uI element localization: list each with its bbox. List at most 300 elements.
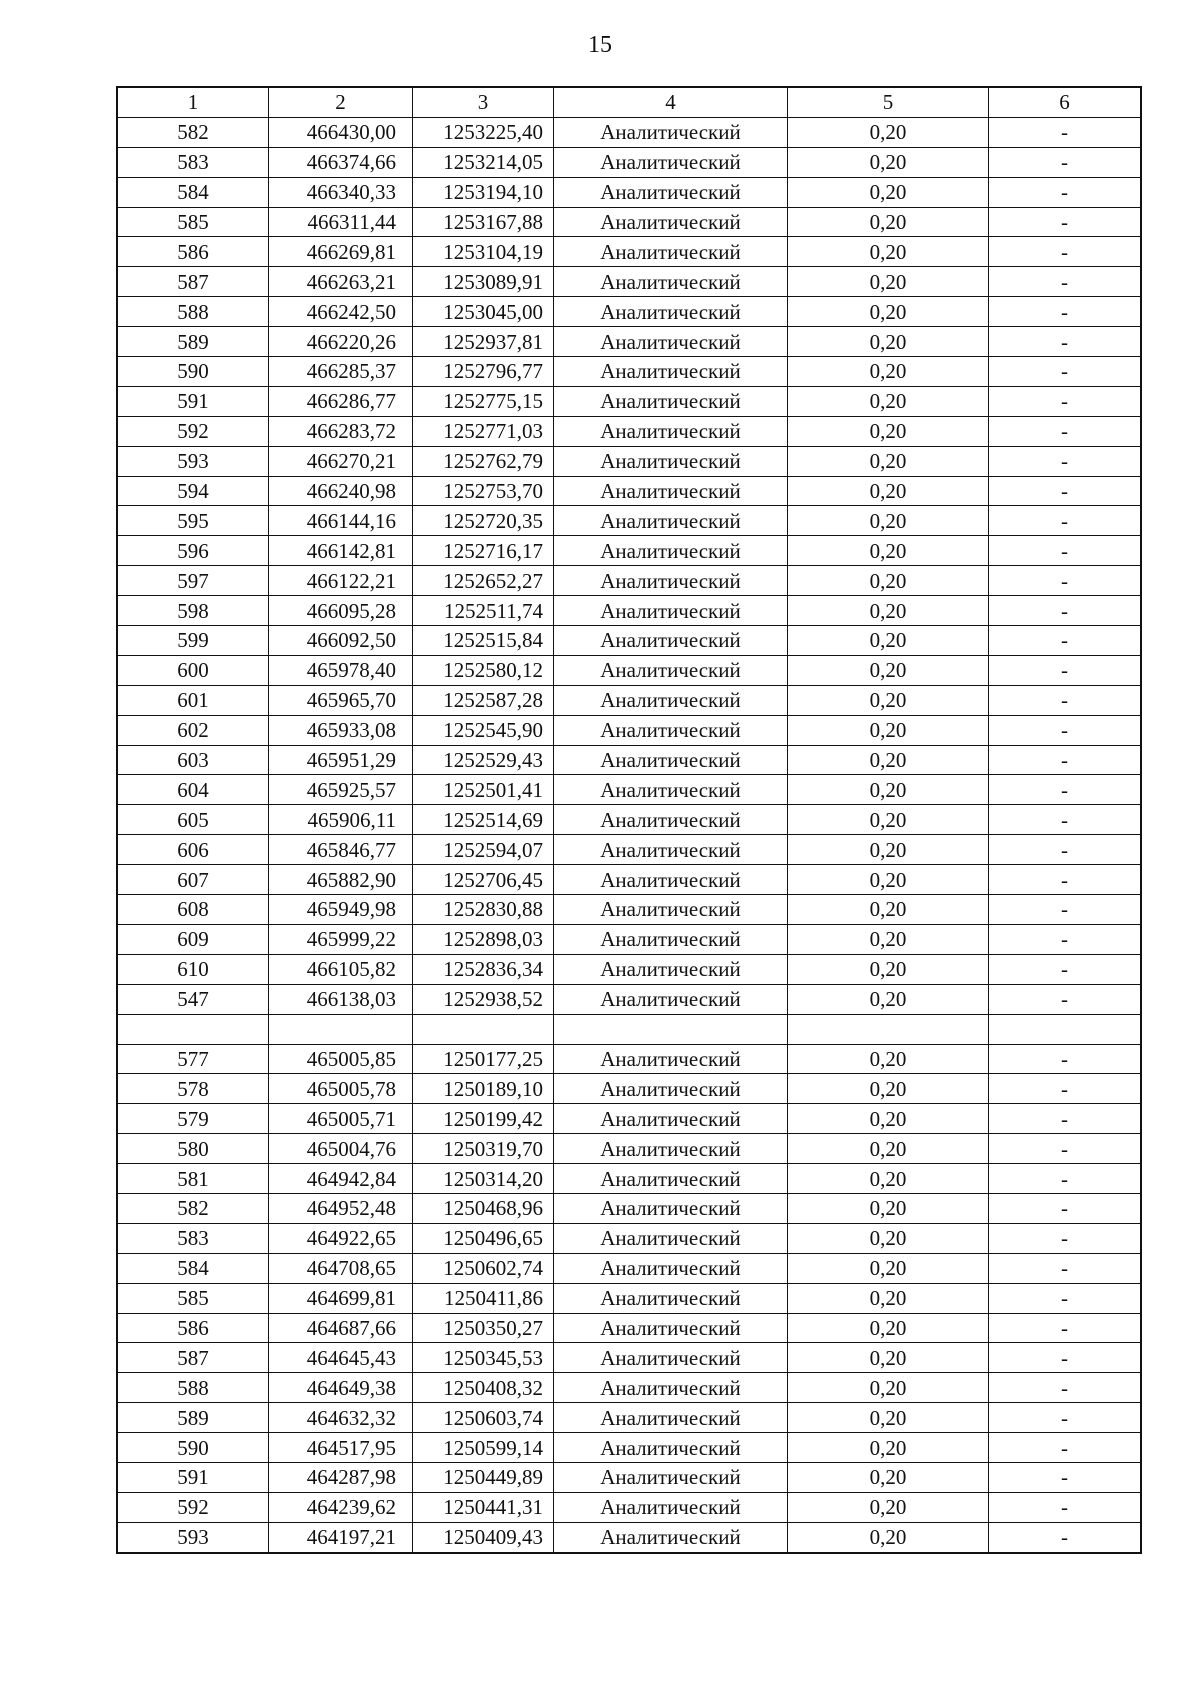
table-row — [117, 1462, 1141, 1492]
y-coordinate-cell: 1250599,14 — [413, 1433, 554, 1463]
table-row — [117, 237, 1141, 267]
x-coordinate-cell: 464922,65 — [269, 1223, 413, 1253]
accuracy-cell: 0,20 — [788, 954, 989, 984]
y-coordinate-cell: 1250449,89 — [413, 1462, 554, 1492]
point-number-cell: 588 — [117, 297, 269, 327]
note-cell: - — [989, 566, 1142, 596]
note-cell: - — [989, 207, 1142, 237]
table-body — [117, 117, 1141, 1552]
table-row — [117, 147, 1141, 177]
x-coordinate-cell: 466122,21 — [269, 566, 413, 596]
y-coordinate-cell: 1253167,88 — [413, 207, 554, 237]
point-number-cell: 594 — [117, 476, 269, 506]
y-coordinate-cell: 1250411,86 — [413, 1283, 554, 1313]
y-coordinate-cell: 1252898,03 — [413, 924, 554, 954]
accuracy-cell: 0,20 — [788, 357, 989, 387]
accuracy-cell: 0,20 — [788, 924, 989, 954]
note-cell: - — [989, 297, 1142, 327]
column-header-4: 4 — [554, 87, 788, 117]
accuracy-cell: 0,20 — [788, 1283, 989, 1313]
method-cell: Аналитический — [554, 1373, 788, 1403]
method-cell: Аналитический — [554, 984, 788, 1014]
note-cell: - — [989, 954, 1142, 984]
x-coordinate-cell: 464239,62 — [269, 1492, 413, 1522]
method-cell — [554, 1014, 788, 1044]
accuracy-cell: 0,20 — [788, 715, 989, 745]
y-coordinate-cell: 1250603,74 — [413, 1403, 554, 1433]
note-cell: - — [989, 1462, 1142, 1492]
y-coordinate-cell: 1252771,03 — [413, 416, 554, 446]
table-row — [117, 446, 1141, 476]
note-cell: - — [989, 117, 1142, 147]
method-cell: Аналитический — [554, 1104, 788, 1134]
method-cell: Аналитический — [554, 1074, 788, 1104]
point-number-cell: 596 — [117, 536, 269, 566]
method-cell: Аналитический — [554, 1343, 788, 1373]
point-number-cell: 604 — [117, 775, 269, 805]
point-number-cell: 592 — [117, 416, 269, 446]
method-cell: Аналитический — [554, 924, 788, 954]
point-number-cell: 602 — [117, 715, 269, 745]
point-number-cell: 609 — [117, 924, 269, 954]
accuracy-cell: 0,20 — [788, 297, 989, 327]
x-coordinate-cell: 466220,26 — [269, 327, 413, 357]
table-row — [117, 984, 1141, 1014]
point-number-cell: 603 — [117, 745, 269, 775]
column-header-3: 3 — [413, 87, 554, 117]
accuracy-cell: 0,20 — [788, 775, 989, 805]
point-number-cell: 586 — [117, 237, 269, 267]
accuracy-cell: 0,20 — [788, 1074, 989, 1104]
table-row — [117, 1193, 1141, 1223]
y-coordinate-cell: 1252587,28 — [413, 685, 554, 715]
table-header-row — [117, 87, 1141, 117]
table-row — [117, 1074, 1141, 1104]
x-coordinate-cell: 465846,77 — [269, 835, 413, 865]
accuracy-cell: 0,20 — [788, 1313, 989, 1343]
point-number-cell: 606 — [117, 835, 269, 865]
accuracy-cell: 0,20 — [788, 536, 989, 566]
method-cell: Аналитический — [554, 1492, 788, 1522]
accuracy-cell: 0,20 — [788, 386, 989, 416]
method-cell: Аналитический — [554, 1193, 788, 1223]
y-coordinate-cell: 1252836,34 — [413, 954, 554, 984]
point-number-cell: 591 — [117, 386, 269, 416]
table-row — [117, 297, 1141, 327]
method-cell: Аналитический — [554, 147, 788, 177]
note-cell: - — [989, 685, 1142, 715]
x-coordinate-cell: 465949,98 — [269, 895, 413, 925]
table-row — [117, 895, 1141, 925]
note-cell: - — [989, 745, 1142, 775]
y-coordinate-cell: 1253089,91 — [413, 267, 554, 297]
point-number-cell: 578 — [117, 1074, 269, 1104]
page-number: 15 — [588, 32, 612, 58]
y-coordinate-cell: 1252514,69 — [413, 805, 554, 835]
method-cell: Аналитический — [554, 506, 788, 536]
table-row — [117, 267, 1141, 297]
point-number-cell: 593 — [117, 1522, 269, 1552]
table-row — [117, 1014, 1141, 1044]
accuracy-cell: 0,20 — [788, 207, 989, 237]
y-coordinate-cell: 1252545,90 — [413, 715, 554, 745]
x-coordinate-cell: 464687,66 — [269, 1313, 413, 1343]
note-cell: - — [989, 1164, 1142, 1194]
column-header-6: 6 — [989, 87, 1142, 117]
y-coordinate-cell: 1252938,52 — [413, 984, 554, 1014]
accuracy-cell: 0,20 — [788, 1164, 989, 1194]
table-row — [117, 416, 1141, 446]
method-cell: Аналитический — [554, 386, 788, 416]
y-coordinate-cell: 1252594,07 — [413, 835, 554, 865]
x-coordinate-cell: 466374,66 — [269, 147, 413, 177]
column-header-1: 1 — [117, 87, 269, 117]
method-cell: Аналитический — [554, 297, 788, 327]
accuracy-cell: 0,20 — [788, 1104, 989, 1134]
point-number-cell: 591 — [117, 1462, 269, 1492]
x-coordinate-cell: 464942,84 — [269, 1164, 413, 1194]
accuracy-cell: 0,20 — [788, 1492, 989, 1522]
x-coordinate-cell: 466263,21 — [269, 267, 413, 297]
x-coordinate-cell: 464517,95 — [269, 1433, 413, 1463]
method-cell: Аналитический — [554, 446, 788, 476]
point-number-cell: 582 — [117, 117, 269, 147]
method-cell: Аналитический — [554, 1253, 788, 1283]
method-cell: Аналитический — [554, 626, 788, 656]
x-coordinate-cell: 464632,32 — [269, 1403, 413, 1433]
note-cell: - — [989, 327, 1142, 357]
method-cell: Аналитический — [554, 327, 788, 357]
y-coordinate-cell: 1250177,25 — [413, 1044, 554, 1074]
table-row — [117, 954, 1141, 984]
point-number-cell: 587 — [117, 267, 269, 297]
table-row — [117, 566, 1141, 596]
table-row — [117, 536, 1141, 566]
y-coordinate-cell: 1252652,27 — [413, 566, 554, 596]
y-coordinate-cell: 1252511,74 — [413, 596, 554, 626]
y-coordinate-cell: 1252753,70 — [413, 476, 554, 506]
x-coordinate-cell: 464197,21 — [269, 1522, 413, 1552]
note-cell: - — [989, 924, 1142, 954]
accuracy-cell: 0,20 — [788, 416, 989, 446]
note-cell — [989, 1014, 1142, 1044]
accuracy-cell: 0,20 — [788, 476, 989, 506]
note-cell: - — [989, 1044, 1142, 1074]
y-coordinate-cell: 1252775,15 — [413, 386, 554, 416]
accuracy-cell — [788, 1014, 989, 1044]
method-cell: Аналитический — [554, 536, 788, 566]
table-row — [117, 386, 1141, 416]
note-cell: - — [989, 1074, 1142, 1104]
table-row — [117, 1044, 1141, 1074]
y-coordinate-cell: 1250441,31 — [413, 1492, 554, 1522]
x-coordinate-cell: 465951,29 — [269, 745, 413, 775]
table-row — [117, 924, 1141, 954]
y-coordinate-cell: 1250409,43 — [413, 1522, 554, 1552]
accuracy-cell: 0,20 — [788, 566, 989, 596]
x-coordinate-cell: 466092,50 — [269, 626, 413, 656]
y-coordinate-cell: 1252716,17 — [413, 536, 554, 566]
method-cell: Аналитический — [554, 1313, 788, 1343]
accuracy-cell: 0,20 — [788, 1373, 989, 1403]
point-number-cell: 579 — [117, 1104, 269, 1134]
table-row — [117, 1433, 1141, 1463]
y-coordinate-cell: 1252830,88 — [413, 895, 554, 925]
point-number-cell: 589 — [117, 1403, 269, 1433]
x-coordinate-cell: 465882,90 — [269, 865, 413, 895]
table-row — [117, 1343, 1141, 1373]
x-coordinate-cell: 464708,65 — [269, 1253, 413, 1283]
y-coordinate-cell — [413, 1014, 554, 1044]
point-number-cell: 607 — [117, 865, 269, 895]
point-number-cell: 584 — [117, 177, 269, 207]
method-cell: Аналитический — [554, 805, 788, 835]
y-coordinate-cell: 1252720,35 — [413, 506, 554, 536]
y-coordinate-cell: 1253225,40 — [413, 117, 554, 147]
y-coordinate-cell: 1252937,81 — [413, 327, 554, 357]
point-number-cell: 590 — [117, 357, 269, 387]
point-number-cell: 590 — [117, 1433, 269, 1463]
accuracy-cell: 0,20 — [788, 895, 989, 925]
table-row — [117, 207, 1141, 237]
point-number-cell: 601 — [117, 685, 269, 715]
point-number-cell: 589 — [117, 327, 269, 357]
y-coordinate-cell: 1250408,32 — [413, 1373, 554, 1403]
point-number-cell: 547 — [117, 984, 269, 1014]
method-cell: Аналитический — [554, 1522, 788, 1552]
note-cell: - — [989, 1193, 1142, 1223]
point-number-cell: 600 — [117, 655, 269, 685]
table-row — [117, 745, 1141, 775]
note-cell: - — [989, 805, 1142, 835]
point-number-cell: 584 — [117, 1253, 269, 1283]
method-cell: Аналитический — [554, 775, 788, 805]
note-cell: - — [989, 655, 1142, 685]
x-coordinate-cell: 464952,48 — [269, 1193, 413, 1223]
method-cell: Аналитический — [554, 566, 788, 596]
table-row — [117, 1403, 1141, 1433]
table-row — [117, 177, 1141, 207]
x-coordinate-cell: 465004,76 — [269, 1134, 413, 1164]
point-number-cell: 583 — [117, 147, 269, 177]
accuracy-cell: 0,20 — [788, 865, 989, 895]
table-row — [117, 506, 1141, 536]
method-cell: Аналитический — [554, 685, 788, 715]
accuracy-cell: 0,20 — [788, 147, 989, 177]
method-cell: Аналитический — [554, 267, 788, 297]
point-number-cell: 592 — [117, 1492, 269, 1522]
y-coordinate-cell: 1250199,42 — [413, 1104, 554, 1134]
table-row — [117, 357, 1141, 387]
note-cell: - — [989, 416, 1142, 446]
accuracy-cell: 0,20 — [788, 805, 989, 835]
y-coordinate-cell: 1250350,27 — [413, 1313, 554, 1343]
accuracy-cell: 0,20 — [788, 1403, 989, 1433]
accuracy-cell: 0,20 — [788, 1462, 989, 1492]
x-coordinate-cell: 466285,37 — [269, 357, 413, 387]
x-coordinate-cell: 466142,81 — [269, 536, 413, 566]
coordinates-table — [116, 86, 1142, 1554]
x-coordinate-cell: 464287,98 — [269, 1462, 413, 1492]
table-row — [117, 1492, 1141, 1522]
accuracy-cell: 0,20 — [788, 1134, 989, 1164]
point-number-cell: 586 — [117, 1313, 269, 1343]
y-coordinate-cell: 1253194,10 — [413, 177, 554, 207]
x-coordinate-cell: 466286,77 — [269, 386, 413, 416]
point-number-cell: 580 — [117, 1134, 269, 1164]
method-cell: Аналитический — [554, 177, 788, 207]
method-cell: Аналитический — [554, 476, 788, 506]
note-cell: - — [989, 865, 1142, 895]
table-row — [117, 1283, 1141, 1313]
method-cell: Аналитический — [554, 1223, 788, 1253]
method-cell: Аналитический — [554, 237, 788, 267]
method-cell: Аналитический — [554, 1164, 788, 1194]
table-row — [117, 596, 1141, 626]
table-row — [117, 1373, 1141, 1403]
note-cell: - — [989, 715, 1142, 745]
point-number-cell: 588 — [117, 1373, 269, 1403]
note-cell: - — [989, 446, 1142, 476]
y-coordinate-cell: 1250314,20 — [413, 1164, 554, 1194]
point-number-cell: 593 — [117, 446, 269, 476]
y-coordinate-cell: 1252796,77 — [413, 357, 554, 387]
method-cell: Аналитический — [554, 745, 788, 775]
note-cell: - — [989, 984, 1142, 1014]
note-cell: - — [989, 386, 1142, 416]
y-coordinate-cell: 1252762,79 — [413, 446, 554, 476]
point-number-cell: 599 — [117, 626, 269, 656]
note-cell: - — [989, 895, 1142, 925]
point-number-cell: 610 — [117, 954, 269, 984]
table-row — [117, 1164, 1141, 1194]
note-cell: - — [989, 1492, 1142, 1522]
y-coordinate-cell: 1250496,65 — [413, 1223, 554, 1253]
x-coordinate-cell: 464699,81 — [269, 1283, 413, 1313]
note-cell: - — [989, 1522, 1142, 1552]
x-coordinate-cell: 465965,70 — [269, 685, 413, 715]
x-coordinate-cell: 465005,85 — [269, 1044, 413, 1074]
table-row — [117, 715, 1141, 745]
point-number-cell: 608 — [117, 895, 269, 925]
method-cell: Аналитический — [554, 1044, 788, 1074]
note-cell: - — [989, 1433, 1142, 1463]
note-cell: - — [989, 147, 1142, 177]
point-number-cell: 598 — [117, 596, 269, 626]
y-coordinate-cell: 1253045,00 — [413, 297, 554, 327]
x-coordinate-cell: 466270,21 — [269, 446, 413, 476]
table-row — [117, 626, 1141, 656]
note-cell: - — [989, 506, 1142, 536]
accuracy-cell: 0,20 — [788, 1433, 989, 1463]
point-number-cell — [117, 1014, 269, 1044]
table-row — [117, 476, 1141, 506]
accuracy-cell: 0,20 — [788, 327, 989, 357]
note-cell: - — [989, 1253, 1142, 1283]
x-coordinate-cell: 466144,16 — [269, 506, 413, 536]
column-header-2: 2 — [269, 87, 413, 117]
column-header-5: 5 — [788, 87, 989, 117]
table-row — [117, 1134, 1141, 1164]
method-cell: Аналитический — [554, 1134, 788, 1164]
x-coordinate-cell: 465978,40 — [269, 655, 413, 685]
x-coordinate-cell: 466283,72 — [269, 416, 413, 446]
note-cell: - — [989, 267, 1142, 297]
note-cell: - — [989, 357, 1142, 387]
table-row — [117, 805, 1141, 835]
note-cell: - — [989, 1313, 1142, 1343]
point-number-cell: 577 — [117, 1044, 269, 1074]
method-cell: Аналитический — [554, 1462, 788, 1492]
point-number-cell: 585 — [117, 207, 269, 237]
point-number-cell: 582 — [117, 1193, 269, 1223]
y-coordinate-cell: 1252515,84 — [413, 626, 554, 656]
x-coordinate-cell: 465925,57 — [269, 775, 413, 805]
accuracy-cell: 0,20 — [788, 835, 989, 865]
method-cell: Аналитический — [554, 655, 788, 685]
note-cell: - — [989, 1403, 1142, 1433]
table-row — [117, 655, 1141, 685]
note-cell: - — [989, 1104, 1142, 1134]
method-cell: Аналитический — [554, 835, 788, 865]
method-cell: Аналитический — [554, 1433, 788, 1463]
note-cell: - — [989, 775, 1142, 805]
x-coordinate-cell: 464645,43 — [269, 1343, 413, 1373]
point-number-cell: 581 — [117, 1164, 269, 1194]
method-cell: Аналитический — [554, 954, 788, 984]
x-coordinate-cell: 466269,81 — [269, 237, 413, 267]
y-coordinate-cell: 1252706,45 — [413, 865, 554, 895]
y-coordinate-cell: 1250468,96 — [413, 1193, 554, 1223]
x-coordinate-cell: 464649,38 — [269, 1373, 413, 1403]
accuracy-cell: 0,20 — [788, 596, 989, 626]
accuracy-cell: 0,20 — [788, 626, 989, 656]
accuracy-cell: 0,20 — [788, 506, 989, 536]
accuracy-cell: 0,20 — [788, 984, 989, 1014]
y-coordinate-cell: 1253104,19 — [413, 237, 554, 267]
table-row — [117, 1223, 1141, 1253]
note-cell: - — [989, 1373, 1142, 1403]
note-cell: - — [989, 1343, 1142, 1373]
x-coordinate-cell: 466138,03 — [269, 984, 413, 1014]
note-cell: - — [989, 1283, 1142, 1313]
y-coordinate-cell: 1252501,41 — [413, 775, 554, 805]
method-cell: Аналитический — [554, 895, 788, 925]
point-number-cell: 595 — [117, 506, 269, 536]
accuracy-cell: 0,20 — [788, 1193, 989, 1223]
accuracy-cell: 0,20 — [788, 1522, 989, 1552]
note-cell: - — [989, 596, 1142, 626]
point-number-cell: 587 — [117, 1343, 269, 1373]
method-cell: Аналитический — [554, 207, 788, 237]
x-coordinate-cell: 465005,78 — [269, 1074, 413, 1104]
x-coordinate-cell: 466311,44 — [269, 207, 413, 237]
accuracy-cell: 0,20 — [788, 177, 989, 207]
x-coordinate-cell: 465906,11 — [269, 805, 413, 835]
method-cell: Аналитический — [554, 117, 788, 147]
table-row — [117, 685, 1141, 715]
table-row — [117, 1253, 1141, 1283]
note-cell: - — [989, 536, 1142, 566]
note-cell: - — [989, 476, 1142, 506]
point-number-cell: 583 — [117, 1223, 269, 1253]
method-cell: Аналитический — [554, 357, 788, 387]
point-number-cell: 585 — [117, 1283, 269, 1313]
y-coordinate-cell: 1252580,12 — [413, 655, 554, 685]
x-coordinate-cell: 465999,22 — [269, 924, 413, 954]
y-coordinate-cell: 1250319,70 — [413, 1134, 554, 1164]
accuracy-cell: 0,20 — [788, 237, 989, 267]
